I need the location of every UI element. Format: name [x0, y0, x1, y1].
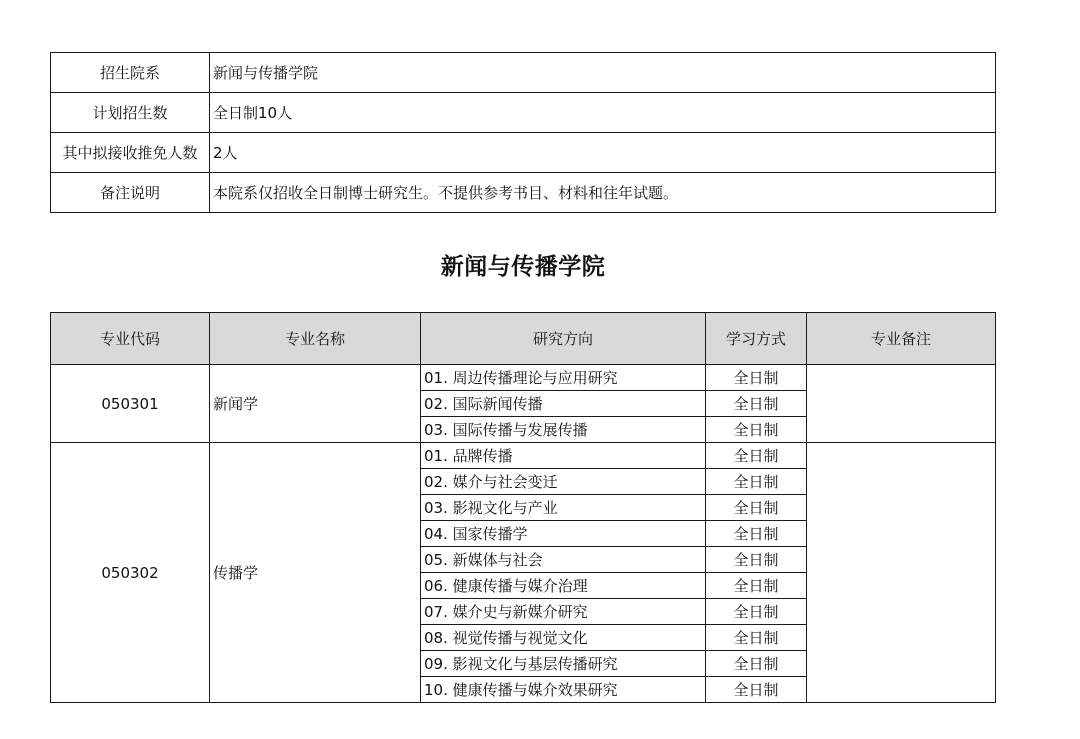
table-row: [51, 443, 996, 469]
study-mode: 全日制: [706, 599, 807, 625]
info-value: 新闻与传播学院: [210, 53, 996, 93]
study-mode: 全日制: [706, 443, 807, 469]
research-direction: 07. 媒介史与新媒介研究: [421, 599, 706, 625]
research-direction: 10. 健康传播与媒介效果研究: [421, 677, 706, 703]
info-row: [51, 133, 996, 173]
info-label: 备注说明: [51, 173, 210, 213]
research-direction: 05. 新媒体与社会: [421, 547, 706, 573]
study-mode: 全日制: [706, 651, 807, 677]
research-direction: 03. 影视文化与产业: [421, 495, 706, 521]
research-direction: 09. 影视文化与基层传播研究: [421, 651, 706, 677]
major-table-body: [51, 365, 996, 703]
header-research-direction: 研究方向: [421, 313, 706, 365]
info-row: [51, 53, 996, 93]
header-major-name: 专业名称: [210, 313, 421, 365]
research-direction: 01. 品牌传播: [421, 443, 706, 469]
info-label: 招生院系: [51, 53, 210, 93]
major-name: 新闻学: [210, 365, 421, 443]
major-table-header-row: [51, 313, 996, 365]
info-value: 2人: [210, 133, 996, 173]
study-mode: 全日制: [706, 573, 807, 599]
major-code: 050302: [51, 443, 210, 703]
info-value: 全日制10人: [210, 93, 996, 133]
header-major-note: 专业备注: [807, 313, 996, 365]
section-title: 新闻与传播学院: [440, 254, 606, 280]
research-direction: 02. 国际新闻传播: [421, 391, 706, 417]
study-mode: 全日制: [706, 547, 807, 573]
study-mode: 全日制: [706, 625, 807, 651]
research-direction: 01. 周边传播理论与应用研究: [421, 365, 706, 391]
info-value: 本院系仅招收全日制博士研究生。不提供参考书目、材料和往年试题。: [210, 173, 996, 213]
major-name: 传播学: [210, 443, 421, 703]
info-label: 计划招生数: [51, 93, 210, 133]
info-row: [51, 173, 996, 213]
major-code: 050301: [51, 365, 210, 443]
study-mode: 全日制: [706, 469, 807, 495]
study-mode: 全日制: [706, 495, 807, 521]
header-study-mode: 学习方式: [706, 313, 807, 365]
study-mode: 全日制: [706, 677, 807, 703]
study-mode: 全日制: [706, 365, 807, 391]
enrollment-info-table: [50, 52, 996, 213]
study-mode: 全日制: [706, 417, 807, 443]
research-direction: 06. 健康传播与媒介治理: [421, 573, 706, 599]
major-note: [807, 443, 996, 703]
research-direction: 03. 国际传播与发展传播: [421, 417, 706, 443]
info-label: 其中拟接收推免人数: [51, 133, 210, 173]
header-major-code: 专业代码: [51, 313, 210, 365]
study-mode: 全日制: [706, 391, 807, 417]
table-row: [51, 365, 996, 391]
major-note: [807, 365, 996, 443]
major-table: [50, 312, 996, 703]
info-row: [51, 93, 996, 133]
study-mode: 全日制: [706, 521, 807, 547]
research-direction: 08. 视觉传播与视觉文化: [421, 625, 706, 651]
research-direction: 02. 媒介与社会变迁: [421, 469, 706, 495]
enrollment-info-body: [51, 53, 996, 213]
research-direction: 04. 国家传播学: [421, 521, 706, 547]
